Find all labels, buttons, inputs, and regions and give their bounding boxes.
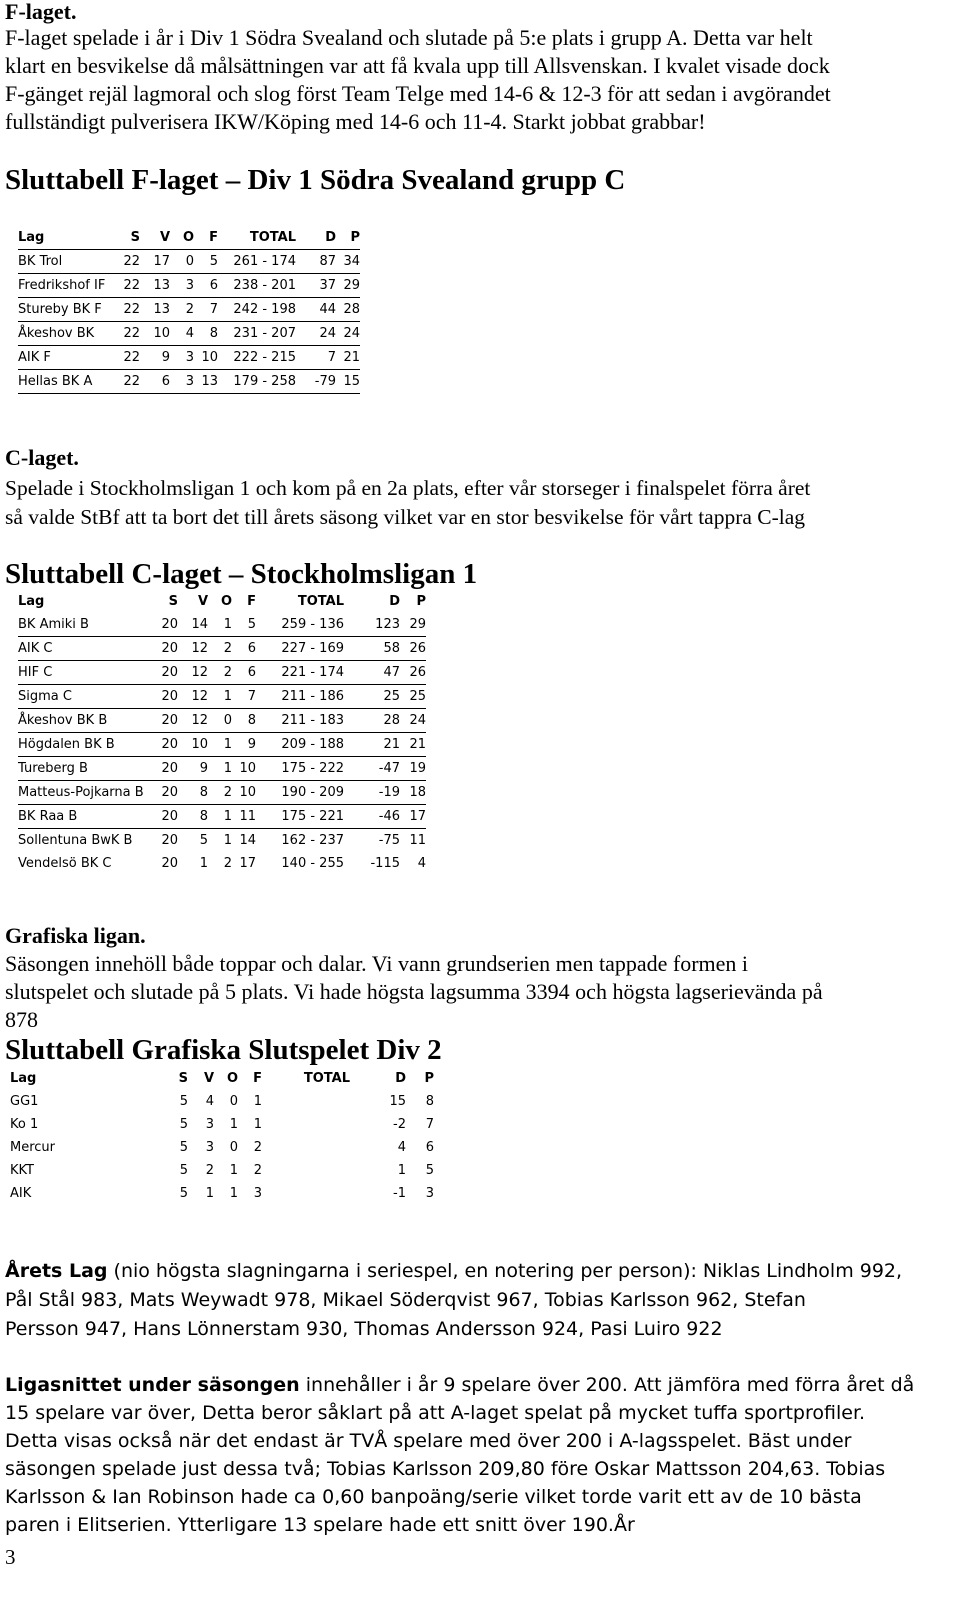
stat-cell: 5 xyxy=(179,1163,188,1178)
stat-cell: 1 xyxy=(208,685,232,709)
stat-cell: 20 xyxy=(156,637,178,661)
column-header: Lag xyxy=(10,1071,37,1086)
ligasnitt-line-3: Detta visas också när det endast är TVÅ spelare med över 200 i A-lagsspelet. Bäst under xyxy=(5,1430,852,1452)
stat-cell: 242 - 198 xyxy=(218,298,296,322)
stat-cell: 20 xyxy=(156,613,178,637)
table-row xyxy=(18,298,360,322)
stat-cell: 2 xyxy=(208,661,232,685)
stat-cell: 3 xyxy=(170,370,194,394)
arets-lag-text: (nio högsta slagningarna i seriespel, en notering per person): Niklas Lindholm 992, xyxy=(107,1260,903,1282)
grafiska-table-title: Sluttabell Grafiska Slutspelet Div 2 xyxy=(5,1034,442,1066)
stat-cell: 162 - 237 xyxy=(281,833,344,848)
team-name-cell: Sollentuna BwK B xyxy=(18,833,133,848)
stat-cell: 34 xyxy=(336,250,360,274)
column-header: Lag xyxy=(18,226,118,250)
stat-cell: 4 xyxy=(205,1094,214,1109)
stat-cell: 25 xyxy=(344,685,400,709)
flaget-line-2: klart en besvikelse då målsättningen var att få kvala upp till Allsvenskan. I kvalet visade dock xyxy=(5,53,830,78)
stat-cell: 0 xyxy=(229,1140,238,1155)
stat-cell: 6 xyxy=(232,661,256,685)
stat-cell: 22 xyxy=(118,322,140,346)
team-name-cell: BK Raa B xyxy=(18,805,156,829)
stat-cell: 238 - 201 xyxy=(218,274,296,298)
stat-cell: 5 xyxy=(179,1140,188,1155)
stat-cell: 3 xyxy=(170,274,194,298)
table-row xyxy=(18,370,360,394)
table-row xyxy=(18,274,360,298)
stat-cell: 1 xyxy=(223,833,232,848)
column-header: P xyxy=(424,1071,434,1086)
stat-cell: 20 xyxy=(161,833,178,848)
stat-cell: 22 xyxy=(118,274,140,298)
table-header-row xyxy=(18,590,426,613)
stat-cell: 222 - 215 xyxy=(218,346,296,370)
stat-cell: 58 xyxy=(344,637,400,661)
stat-cell: 2 xyxy=(205,1163,214,1178)
stat-cell: 211 - 186 xyxy=(256,685,344,709)
stat-cell: 10 xyxy=(140,322,170,346)
column-header: D xyxy=(395,1071,406,1086)
table-row xyxy=(18,322,360,346)
stat-cell: 12 xyxy=(178,661,208,685)
stat-cell: 22 xyxy=(118,346,140,370)
stat-cell: 20 xyxy=(156,805,178,829)
stat-cell: 12 xyxy=(178,709,208,733)
ligasnitt-line-1 xyxy=(5,1371,914,1400)
table-row xyxy=(18,613,426,637)
stat-cell: 37 xyxy=(296,274,336,298)
table-row xyxy=(18,852,426,875)
stat-cell: 25 xyxy=(400,685,426,709)
stat-cell: 10 xyxy=(194,346,218,370)
flaget-table-title: Sluttabell F-laget – Div 1 Södra Svealand grupp C xyxy=(5,164,626,196)
claget-line-2: så valde StBf att ta bort det till årets säsong vilket var en stor besvikelse för vårt tappra C-lag xyxy=(5,505,806,529)
stat-cell: 5 xyxy=(179,1117,188,1132)
flaget-line-3: F-gänget rejäl lagmoral och slog först Team Telge med 14-6 & 12-3 för att sedan i avgörandet xyxy=(5,81,831,106)
stat-cell: -1 xyxy=(393,1186,406,1201)
stat-cell: 1 xyxy=(208,805,232,829)
stat-cell: 14 xyxy=(239,833,256,848)
grafiska-line-2: slutspelet och slutade på 5 plats. Vi hade högsta lagsumma 3394 och högsta lagserievända på xyxy=(5,979,823,1004)
stat-cell: 28 xyxy=(344,709,400,733)
column-header: S xyxy=(178,1071,188,1086)
stat-cell: 1 xyxy=(397,1163,406,1178)
column-header: O xyxy=(226,1071,238,1086)
stat-cell: -2 xyxy=(393,1117,406,1132)
table-row xyxy=(18,661,426,685)
stat-cell: 44 xyxy=(296,298,336,322)
stat-cell: 2 xyxy=(208,637,232,661)
column-header: TOTAL xyxy=(297,594,344,609)
team-name-cell: Ko 1 xyxy=(10,1117,39,1132)
stat-cell: -46 xyxy=(344,805,400,829)
stat-cell: -19 xyxy=(344,781,400,805)
stat-cell: 2 xyxy=(253,1140,262,1155)
stat-cell: 87 xyxy=(296,250,336,274)
team-name-cell: BK Amiki B xyxy=(18,613,156,637)
stat-cell: 1 xyxy=(199,856,208,871)
stat-cell: 24 xyxy=(336,322,360,346)
column-header: S xyxy=(168,594,178,609)
table-row xyxy=(10,1159,434,1182)
team-name-cell: AIK C xyxy=(18,637,156,661)
stat-cell: 26 xyxy=(400,637,426,661)
stat-cell: 10 xyxy=(178,733,208,757)
stat-cell: 7 xyxy=(194,298,218,322)
table-row xyxy=(10,1113,434,1136)
stat-cell: 4 xyxy=(417,856,426,871)
stat-cell: 14 xyxy=(178,613,208,637)
stat-cell: 8 xyxy=(232,709,256,733)
stat-cell: 29 xyxy=(336,274,360,298)
team-name-cell: Åkeshov BK B xyxy=(18,709,156,733)
arets-lag-line-1 xyxy=(5,1257,902,1286)
stat-cell: 1 xyxy=(229,1117,238,1132)
flaget-heading: F-laget. xyxy=(5,0,77,24)
stat-cell: 179 - 258 xyxy=(218,370,296,394)
stat-cell: 20 xyxy=(156,733,178,757)
grafiska-line-1: Säsongen innehöll både toppar och dalar. Vi vann grundserien men tappade formen i xyxy=(5,951,749,976)
stat-cell: 4 xyxy=(397,1140,406,1155)
ligasnitt-line-5: Karlsson & Ian Robinson hade ca 0,60 banpoäng/serie vilket torde varit ett av de 10 bästa xyxy=(5,1486,862,1508)
team-name-cell: Fredrikshof IF xyxy=(18,274,118,298)
stat-cell: 1 xyxy=(208,733,232,757)
stat-cell: 15 xyxy=(336,370,360,394)
stat-cell: 17 xyxy=(400,805,426,829)
team-name-cell: Tureberg B xyxy=(18,757,156,781)
stat-cell: 7 xyxy=(425,1117,434,1132)
stat-cell: -75 xyxy=(378,833,400,848)
stat-cell: 3 xyxy=(205,1117,214,1132)
team-name-cell: Sigma C xyxy=(18,685,156,709)
column-header: TOTAL xyxy=(303,1071,350,1086)
stat-cell: 21 xyxy=(344,733,400,757)
stat-cell: 9 xyxy=(140,346,170,370)
stat-cell: 190 - 209 xyxy=(256,781,344,805)
table-row xyxy=(18,637,426,661)
column-header: V xyxy=(197,594,208,609)
stat-cell: 17 xyxy=(239,856,256,871)
team-name-cell: Vendelsö BK C xyxy=(18,856,112,871)
stat-cell: 5 xyxy=(179,1094,188,1109)
table-header-row xyxy=(18,226,360,250)
stat-cell: 1 xyxy=(208,613,232,637)
ligasnitt-line-2: 15 spelare var över, Detta beror såklart på att A-laget spelat på mycket tuffa sportprofiler. xyxy=(5,1402,866,1424)
table-row xyxy=(10,1090,434,1113)
stat-cell: 11 xyxy=(409,833,426,848)
stat-cell: 21 xyxy=(400,733,426,757)
table-row xyxy=(18,829,426,853)
column-header: Lag xyxy=(18,594,45,609)
stat-cell: 8 xyxy=(425,1094,434,1109)
stat-cell: 20 xyxy=(156,709,178,733)
stat-cell: 8 xyxy=(178,781,208,805)
stat-cell xyxy=(262,1159,350,1182)
stat-cell: 4 xyxy=(170,322,194,346)
stat-cell: 3 xyxy=(253,1186,262,1201)
arets-lag-line-2: Pål Stål 983, Mats Weywadt 978, Mikael Söderqvist 967, Tobias Karlsson 962, Stefan xyxy=(5,1289,806,1311)
grafiska-heading: Grafiska ligan. xyxy=(5,923,146,948)
stat-cell: 1 xyxy=(253,1094,262,1109)
stat-cell: 5 xyxy=(425,1163,434,1178)
column-header: P xyxy=(336,226,360,250)
stat-cell: 3 xyxy=(170,346,194,370)
stat-cell: 6 xyxy=(425,1140,434,1155)
ligasnitt-label: Ligasnittet under säsongen xyxy=(5,1374,300,1396)
stat-cell: 21 xyxy=(336,346,360,370)
stat-cell: 7 xyxy=(232,685,256,709)
stat-cell: 10 xyxy=(232,781,256,805)
table-row xyxy=(18,781,426,805)
stat-cell: 227 - 169 xyxy=(256,637,344,661)
team-name-cell: KKT xyxy=(10,1163,34,1178)
column-header: F xyxy=(247,594,256,609)
stat-cell: 7 xyxy=(296,346,336,370)
team-name-cell: Matteus-Pojkarna B xyxy=(18,781,156,805)
stat-cell: 20 xyxy=(156,781,178,805)
team-name-cell: Mercur xyxy=(10,1140,56,1155)
stat-cell: 5 xyxy=(199,833,208,848)
table-row xyxy=(18,709,426,733)
stat-cell: 0 xyxy=(208,709,232,733)
column-header: F xyxy=(194,226,218,250)
stat-cell: 22 xyxy=(118,370,140,394)
claget-table-title: Sluttabell C-laget – Stockholmsligan 1 xyxy=(5,558,478,590)
ligasnitt-line-6: paren i Elitserien. Ytterligare 13 spelare hade ett snitt över 190.År xyxy=(5,1514,635,1536)
stat-cell: 8 xyxy=(178,805,208,829)
stat-cell: 211 - 183 xyxy=(256,709,344,733)
flaget-line-4: fullständigt pulverisera IKW/Köping med 14-6 och 11-4. Starkt jobbat grabbar! xyxy=(5,109,706,134)
ligasnitt-text: innehåller i år 9 spelare över 200. Att jämföra med förra året då xyxy=(299,1374,915,1396)
column-header: V xyxy=(140,226,170,250)
table-row xyxy=(18,250,360,274)
stat-cell: 6 xyxy=(194,274,218,298)
table-row xyxy=(18,733,426,757)
team-name-cell: AIK F xyxy=(18,346,118,370)
stat-cell: 22 xyxy=(118,250,140,274)
stat-cell: 2 xyxy=(223,856,232,871)
stat-cell: 20 xyxy=(156,757,178,781)
stat-cell: 221 - 174 xyxy=(256,661,344,685)
table-row xyxy=(18,346,360,370)
stat-cell: 0 xyxy=(170,250,194,274)
stat-cell: 24 xyxy=(296,322,336,346)
column-header: TOTAL xyxy=(218,226,296,250)
column-header: F xyxy=(253,1071,262,1086)
stat-cell: 6 xyxy=(140,370,170,394)
stat-cell xyxy=(262,1182,350,1205)
claget-heading: C-laget. xyxy=(5,445,79,470)
arets-lag-line-3: Persson 947, Hans Lönnerstam 930, Thomas Andersson 924, Pasi Luiro 922 xyxy=(5,1318,723,1340)
table-row xyxy=(18,685,426,709)
column-header: S xyxy=(118,226,140,250)
stat-cell: 261 - 174 xyxy=(218,250,296,274)
stat-cell: 28 xyxy=(336,298,360,322)
stat-cell: 3 xyxy=(205,1140,214,1155)
stat-cell: -79 xyxy=(296,370,336,394)
team-name-cell: GG1 xyxy=(10,1094,39,1109)
column-header: D xyxy=(296,226,336,250)
flaget-standings-table xyxy=(18,226,360,394)
stat-cell xyxy=(262,1113,350,1136)
stat-cell: 10 xyxy=(232,757,256,781)
stat-cell xyxy=(262,1090,350,1113)
grafiska-standings-table xyxy=(10,1067,434,1205)
stat-cell: 13 xyxy=(140,274,170,298)
column-header: D xyxy=(389,594,400,609)
stat-cell: 1 xyxy=(208,757,232,781)
column-header: V xyxy=(203,1071,214,1086)
stat-cell: 12 xyxy=(178,685,208,709)
stat-cell: -47 xyxy=(344,757,400,781)
team-name-cell: Stureby BK F xyxy=(18,298,118,322)
team-name-cell: Högdalen BK B xyxy=(18,733,156,757)
claget-line-1: Spelade i Stockholmsligan 1 och kom på en 2a plats, efter vår storseger i finalspelet förra året xyxy=(5,476,811,500)
stat-cell: 175 - 222 xyxy=(256,757,344,781)
claget-standings-table xyxy=(18,590,426,875)
stat-cell: 13 xyxy=(140,298,170,322)
stat-cell: 2 xyxy=(208,781,232,805)
stat-cell: 1 xyxy=(205,1186,214,1201)
stat-cell: 6 xyxy=(232,637,256,661)
stat-cell: 5 xyxy=(179,1186,188,1201)
flaget-line-1: F-laget spelade i år i Div 1 Södra Svealand och slutade på 5:e plats i grupp A. Detta var helt xyxy=(5,25,813,50)
stat-cell: 1 xyxy=(229,1186,238,1201)
stat-cell: 175 - 221 xyxy=(256,805,344,829)
stat-cell: 29 xyxy=(400,613,426,637)
stat-cell: 8 xyxy=(194,322,218,346)
stat-cell: 231 - 207 xyxy=(218,322,296,346)
table-row xyxy=(18,757,426,781)
stat-cell: 5 xyxy=(194,250,218,274)
stat-cell: 13 xyxy=(194,370,218,394)
table-header-row xyxy=(10,1067,434,1090)
stat-cell: 1 xyxy=(229,1163,238,1178)
table-row xyxy=(18,805,426,829)
stat-cell: 20 xyxy=(161,856,178,871)
page-number: 3 xyxy=(5,1545,16,1569)
stat-cell: 140 - 255 xyxy=(281,856,344,871)
stat-cell: 15 xyxy=(389,1094,406,1109)
stat-cell: 123 xyxy=(344,613,400,637)
stat-cell: 18 xyxy=(400,781,426,805)
table-row xyxy=(10,1136,434,1159)
stat-cell: -115 xyxy=(370,856,400,871)
stat-cell: 26 xyxy=(400,661,426,685)
stat-cell: 259 - 136 xyxy=(256,613,344,637)
column-header: P xyxy=(416,594,426,609)
stat-cell: 20 xyxy=(156,685,178,709)
stat-cell: 12 xyxy=(178,637,208,661)
table-row xyxy=(10,1182,434,1205)
stat-cell: 24 xyxy=(400,709,426,733)
team-name-cell: BK Trol xyxy=(18,250,118,274)
stat-cell: 0 xyxy=(229,1094,238,1109)
stat-cell: 5 xyxy=(232,613,256,637)
stat-cell: 1 xyxy=(253,1117,262,1132)
stat-cell: 47 xyxy=(344,661,400,685)
grafiska-line-3: 878 xyxy=(5,1007,38,1032)
stat-cell: 17 xyxy=(140,250,170,274)
stat-cell: 2 xyxy=(253,1163,262,1178)
stat-cell: 19 xyxy=(400,757,426,781)
team-name-cell: Hellas BK A xyxy=(18,370,118,394)
stat-cell: 22 xyxy=(118,298,140,322)
stat-cell: 2 xyxy=(170,298,194,322)
team-name-cell: HIF C xyxy=(18,661,156,685)
team-name-cell: Åkeshov BK xyxy=(18,322,118,346)
stat-cell: 9 xyxy=(232,733,256,757)
column-header: O xyxy=(220,594,232,609)
arets-lag-label: Årets Lag xyxy=(5,1260,108,1282)
stat-cell: 9 xyxy=(178,757,208,781)
stat-cell: 3 xyxy=(425,1186,434,1201)
stat-cell: 11 xyxy=(232,805,256,829)
stat-cell: 20 xyxy=(156,661,178,685)
column-header: O xyxy=(170,226,194,250)
stat-cell: 209 - 188 xyxy=(256,733,344,757)
stat-cell xyxy=(262,1136,350,1159)
team-name-cell: AIK xyxy=(10,1186,32,1201)
ligasnitt-line-4: säsongen spelade just dessa två; Tobias Karlsson 209,80 före Oskar Mattsson 204,63. Tobias xyxy=(5,1458,886,1480)
